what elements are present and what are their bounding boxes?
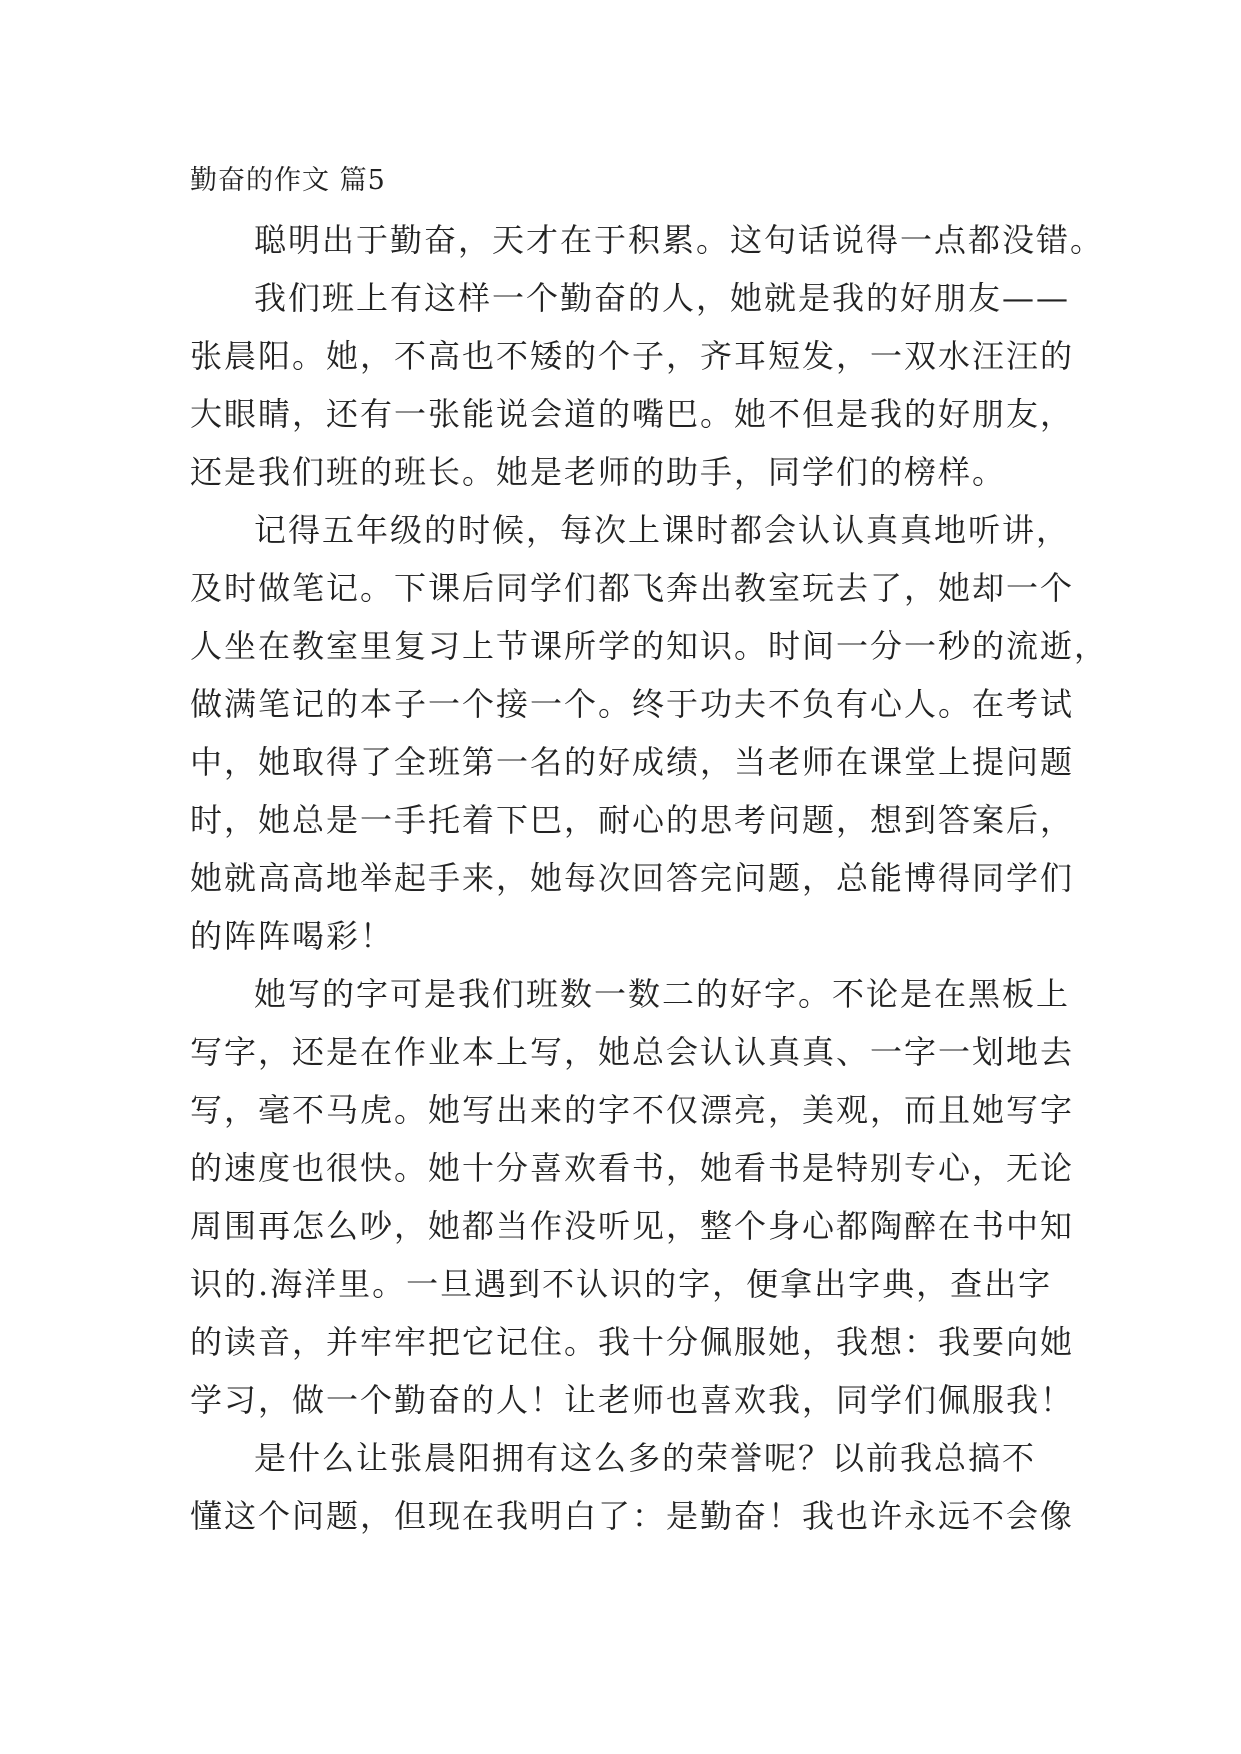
text-line: 的阵阵喝彩！ [190, 917, 395, 955]
text-line: 聪明出于勤奋，天才在于积累。这句话说得一点都没错。 [254, 221, 1105, 259]
text-line: 时，她总是一手托着下巴，耐心的思考问题，想到答案后， [190, 801, 1075, 839]
text-line: 写字，还是在作业本上写，她总会认认真真、一字一划地去 [190, 1033, 1075, 1071]
essay-text [190, 211, 1109, 1545]
text-line: 的速度也很快。她十分喜欢看书，她看书是特别专心，无论 [190, 1149, 1075, 1187]
text-line: 她就高高地举起手来，她每次回答完问题，总能博得同学们 [190, 859, 1075, 897]
text-line: 大眼睛，还有一张能说会道的嘴巴。她不但是我的好朋友， [190, 395, 1075, 433]
text-line: 还是我们班的班长。她是老师的助手，同学们的榜样。 [190, 453, 1007, 491]
text-line: 中，她取得了全班第一名的好成绩，当老师在课堂上提问题 [190, 743, 1075, 781]
text-line: 周围再怎么吵，她都当作没听见，整个身心都陶醉在书中知 [190, 1207, 1075, 1245]
text-line: 的读音，并牢牢把它记住。我十分佩服她，我想：我要向她 [190, 1323, 1075, 1361]
text-line: 张晨阳。她，不高也不矮的个子，齐耳短发，一双水汪汪的 [190, 337, 1075, 375]
essay-title: 勤奋的作文 篇5 [190, 165, 386, 196]
text-line: 懂这个问题，但现在我明白了：是勤奋！我也许永远不会像 [190, 1497, 1075, 1535]
text-line: 做满笔记的本子一个接一个。终于功夫不负有心人。在考试 [190, 685, 1075, 723]
text-line: 人坐在教室里复习上节课所学的知识。时间一分一秒的流逝， [190, 627, 1109, 665]
text-line: 及时做笔记。下课后同学们都飞奔出教室玩去了，她却一个 [190, 569, 1075, 607]
text-line: 学习，做一个勤奋的人！让老师也喜欢我，同学们佩服我！ [190, 1381, 1075, 1419]
essay-body [190, 163, 1109, 1545]
text-line: 她写的字可是我们班数一数二的好字。不论是在黑板上 [254, 975, 1071, 1013]
text-line: 是什么让张晨阳拥有这么多的荣誉呢？以前我总搞不 [254, 1439, 1037, 1477]
text-line: 记得五年级的时候，每次上课时都会认认真真地听讲， [254, 511, 1071, 549]
text-line: 识的.海洋里。一旦遇到不认识的字，便拿出字典，查出字 [190, 1265, 1053, 1303]
text-line: 我们班上有这样一个勤奋的人，她就是我的好朋友—— [254, 279, 1071, 317]
text-line: 写，毫不马虎。她写出来的字不仅漂亮，美观，而且她写字 [190, 1091, 1075, 1129]
